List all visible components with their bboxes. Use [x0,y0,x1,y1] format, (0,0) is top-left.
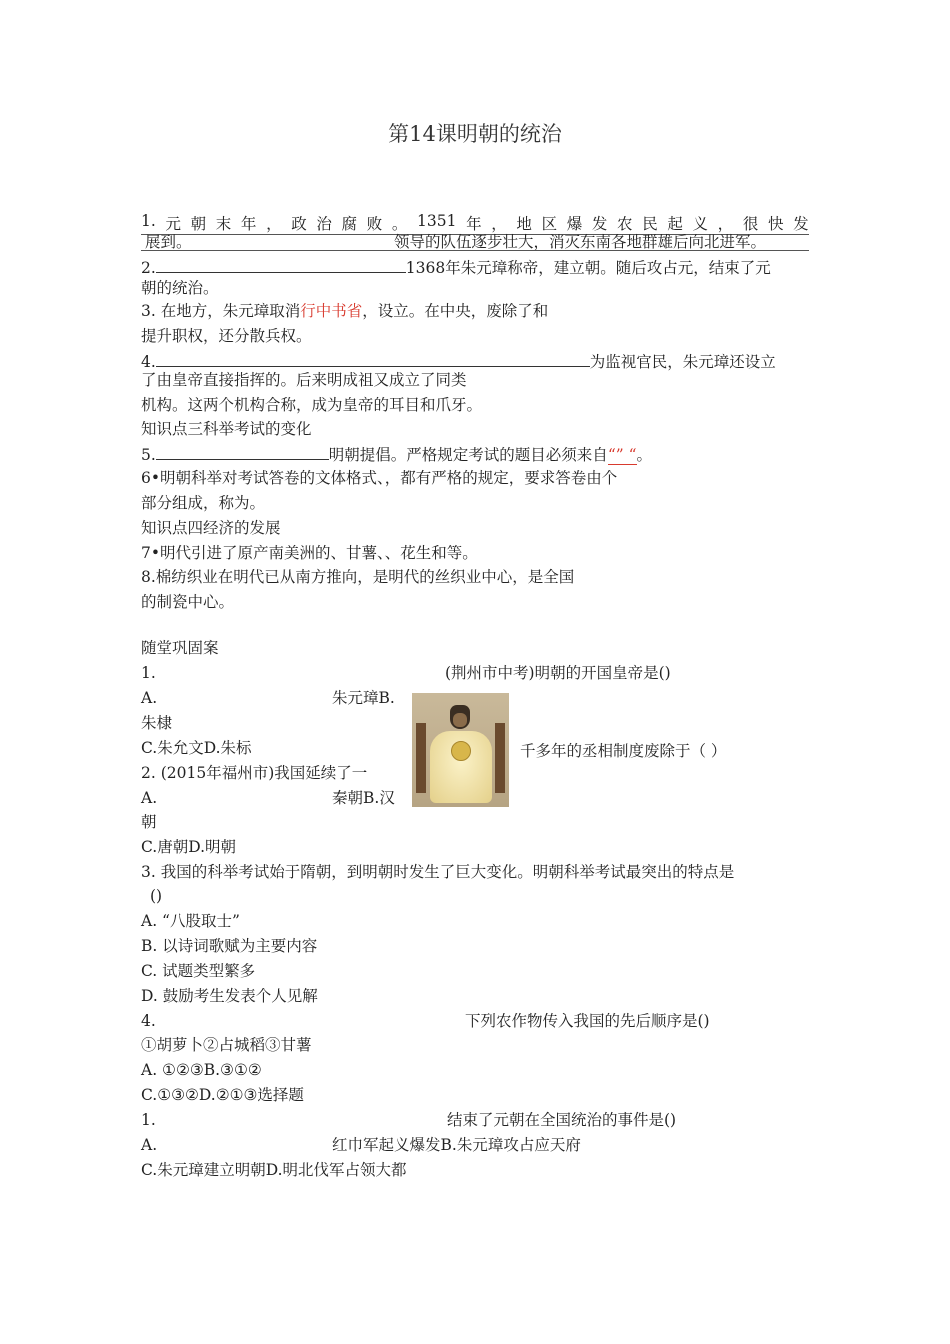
q2-cont: 朝的统治。 [141,279,219,297]
q1-token: 地 [516,215,532,233]
q5-number: 5. [141,446,156,464]
q1-token: 发 [793,215,809,233]
p4-items: ①胡萝卜②占城稻③甘薯 [141,1036,312,1054]
q5-line [141,443,652,466]
q1-line2-right: 领导的队伍逐步壮大，消灭东南各地群雄后向北进军。 [394,233,767,251]
q5-blank [156,443,329,460]
q1-token: 政 [291,215,307,233]
p5-stem: 结束了元朝在全国统治的事件是() [447,1111,677,1129]
q3-before: 3. 在地方，朱元璋取消 [141,302,301,320]
q8-line: 8.棉纺织业在明代已从南方推向，是明代的丝织业中心，是全国 [141,568,575,586]
q1-token: 治 [316,215,332,233]
p1-option-b: 朱棣 [141,714,173,732]
q1-token: 民 [642,215,658,233]
q6-line: 6•明朝科举对考试答卷的文体格式、，都有严格的规定，要求答卷由个 [141,469,618,487]
q2-line [141,256,771,279]
p2-stem-right: 千多年的丞相制度废除于（ ） [520,742,727,760]
q1-token: 朝 [190,215,207,233]
p1-option-a-label: A. [141,689,158,707]
q1-token: 义 [692,215,709,233]
q4-number: 4. [141,353,156,371]
q2-text: 1368年朱元璋称帝，建立朝。随后攻占元，结束了元 [405,259,771,277]
q1-token: 年 [240,215,257,233]
p5-option-ab: 红巾军起义爆发B.朱元璋攻占应天府 [332,1136,581,1154]
p3-option-d: D. 鼓励考生发表个人见解 [141,987,318,1005]
q3-cont: 提升职权，还分散兵权。 [141,327,312,345]
p4-option-ab: A. ①②③B.③①② [141,1061,262,1079]
p5-option-cd: C.朱元璋建立明朝D.明北伐军占领大都 [141,1161,407,1179]
q1-line2-left: 展到。 [145,233,192,251]
p4-option-cd: C.①③②D.②①③选择题 [141,1086,304,1104]
p3-paren: () [150,887,163,905]
p4-number: 4. [141,1012,156,1030]
practice-heading: 随堂巩固案 [141,639,219,657]
q7-line: 7•明代引进了原产南美洲的、甘薯、、花生和等。 [141,544,478,562]
p4-stem: 下列农作物传入我国的先后顺序是() [465,1012,710,1030]
p1-option-cd: C.朱允文D.朱标 [141,739,252,757]
q3-after: ，设立。在中央，废除了和 [362,302,549,320]
p1-stem: (荆州市中考)明朝的开国皇帝是() [445,664,671,682]
q1-token: 腐 [341,215,358,233]
q1-token: 发 [591,215,608,233]
p2-option-a: 秦朝B.汉 [332,789,395,807]
q3-line [141,300,548,322]
q1-token: 很 [742,215,759,233]
p5-option-a-label: A. [141,1136,158,1154]
q1-token: 1351 [417,212,457,230]
p3-option-c: C. 试题类型繁多 [141,962,256,980]
q1-token: 爆 [566,215,583,233]
q1-token: 起 [667,215,683,233]
q4-blank [156,350,590,367]
q2-number: 2. [141,259,156,277]
q4-cont2: 机构。这两个机构合称，成为皇帝的耳目和爪牙。 [141,396,483,414]
q5-end: 。 [636,446,653,464]
p3-option-b: B. 以诗词歌赋为主要内容 [141,937,318,955]
emperor-portrait-image [412,693,509,807]
q3-red-term: 行中书省 [300,302,363,320]
p2-option-b: 朝 [141,813,157,831]
q1-token: ， [491,215,507,233]
q1-token: 农 [617,215,633,233]
p2-option-a-label: A. [141,789,158,807]
q1-token: 败 [366,215,383,233]
p1-option-a: 朱元璋B. [332,689,395,707]
q1-token: 1. [141,212,156,230]
q1-token: 快 [767,215,784,233]
q1-token: ， [266,215,282,233]
q1-token: 年 [466,215,482,233]
q1-underline-2 [141,250,809,251]
q8-cont: 的制瓷中心。 [141,593,235,611]
p1-number: 1. [141,664,156,682]
p3-stem: 3. 我国的科举考试始于隋朝，到明朝时发生了巨大变化。明朝科举考试最突出的特点是 [141,863,735,881]
q2-blank [156,256,406,273]
q4-text: 为监视官民，朱元璋还设立 [589,353,776,371]
q1-token: 元 [165,215,181,233]
page-title: 第14课明朝的统治 [388,122,562,146]
section-four-heading: 知识点四经济的发展 [141,519,281,537]
q1-token: 末 [215,215,232,233]
q1-token: 区 [541,215,558,233]
p2-option-cd: C.唐朝D.明朝 [141,838,237,856]
p5-number: 1. [141,1111,156,1129]
q4-cont1: 了由皇帝直接指挥的。后来明成祖又成立了同类 [141,371,467,389]
section-three-heading: 知识点三科举考试的变化 [141,420,312,438]
q5-text: 明朝提倡。严格规定考试的题目必须来自 [328,446,608,464]
q1-token: 。 [391,215,408,233]
p2-stem: 2. (2015年福州市)我国延续了一 [141,764,368,782]
q6-cont: 部分组成，称为。 [141,494,266,512]
q1-token: ， [717,215,734,233]
p3-option-a: A. “八股取士” [141,912,240,930]
q5-red-quotes: “” “ [607,446,637,464]
